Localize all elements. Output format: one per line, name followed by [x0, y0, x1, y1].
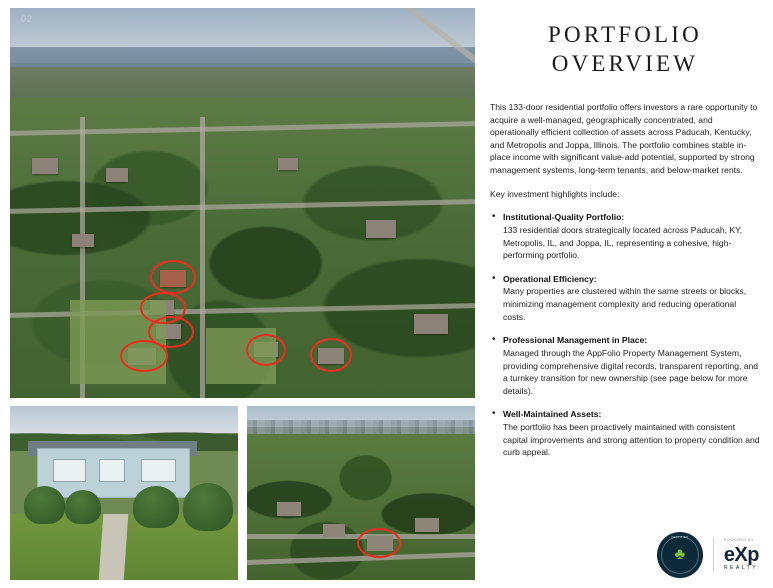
highlight-body: Managed through the AppFolio Property Management System, providing comprehensive digital records, transparent reporting, and a turnkey transition for new ownership (see page below for more details). — [503, 347, 759, 396]
rooftop — [32, 158, 58, 174]
rooftop — [277, 502, 301, 516]
list-item — [490, 408, 760, 459]
highlight-heading: • Professional Management in Place: — [503, 335, 648, 346]
highlight-body: The portfolio has been proactively maintained with consistent capital improvements and strong attention to property condition and curb appeal. — [503, 422, 760, 458]
footer-logo-group — [657, 532, 759, 578]
exp-realty-logo — [724, 539, 759, 571]
property-marker-4 — [120, 340, 168, 372]
rooftop — [278, 158, 298, 170]
highlight-heading: • Well-Maintained Assets: — [503, 409, 602, 420]
shrub — [133, 486, 179, 528]
aerial-street-photo — [247, 406, 475, 580]
investment-highlights-list — [490, 211, 760, 459]
right-text-column — [490, 20, 760, 470]
rooftop — [106, 168, 128, 182]
property-marker-5 — [246, 334, 286, 366]
highlights-lead-in: Key investment highlights include: — [490, 188, 620, 199]
rooftop — [72, 234, 94, 247]
shrub — [24, 486, 65, 524]
shrub — [183, 483, 233, 532]
road-vertical-2 — [200, 117, 205, 398]
highlight-body: Many properties are clustered within the same streets or blocks, minimizing management complexity and reducing operational costs. — [503, 286, 747, 322]
window — [141, 459, 176, 481]
exp-brand-wordmark: eXp — [723, 543, 759, 566]
property-marker-7 — [357, 528, 401, 558]
shrub — [65, 490, 101, 525]
page-title — [490, 20, 760, 79]
walkway — [99, 514, 129, 580]
rooftop — [366, 220, 396, 238]
property-marker-6 — [310, 338, 352, 372]
clover-icon: ♣ — [674, 546, 686, 563]
seal-inner-ring — [661, 536, 699, 574]
list-item — [490, 273, 760, 324]
page-title-line-2: OVERVIEW — [551, 51, 699, 77]
list-item — [490, 334, 760, 397]
rooftop — [323, 524, 345, 537]
overview-body — [490, 101, 760, 459]
aerial-neighborhood-photo — [10, 8, 475, 398]
list-item — [490, 211, 760, 262]
highlight-body: 133 residential doors strategically located across Paducah, KY, Metropolis, IL, and Joppa, IL, representing a cohesive, high-performing portfolio. — [503, 224, 743, 261]
window — [53, 459, 85, 481]
single-family-house-exterior-photo — [10, 406, 238, 580]
powered-by-label: POWERED BY — [723, 538, 755, 543]
seal-label: CERTIFIED — [671, 535, 689, 539]
highlight-heading: • Institutional-Quality Portfolio: — [503, 212, 625, 223]
certification-seal-logo — [657, 532, 703, 578]
rooftop — [415, 518, 439, 532]
highlight-heading: • Operational Efficiency: — [503, 273, 597, 284]
exp-brand-subtitle: REALTY — [723, 564, 759, 571]
window — [99, 459, 125, 481]
rooftop — [414, 314, 448, 334]
left-media-column — [10, 8, 475, 580]
intro-paragraph: This 133-door residential portfolio offers investors a rare opportunity to acquire a well-managed, geographically concentrated, and operationally efficient collection of assets across Paducah, Kentucky, and Metropolis and Joppa, Illinois. The portfolio combines stable in-place income with significant value-add potential, supported by strong management systems, long-term tenants, and below-market rents. — [490, 101, 758, 175]
property-marker-1 — [150, 260, 196, 294]
page-number: 02 — [21, 14, 34, 24]
logo-divider — [713, 538, 714, 572]
page-title-line-1: PORTFOLIO — [548, 22, 702, 47]
